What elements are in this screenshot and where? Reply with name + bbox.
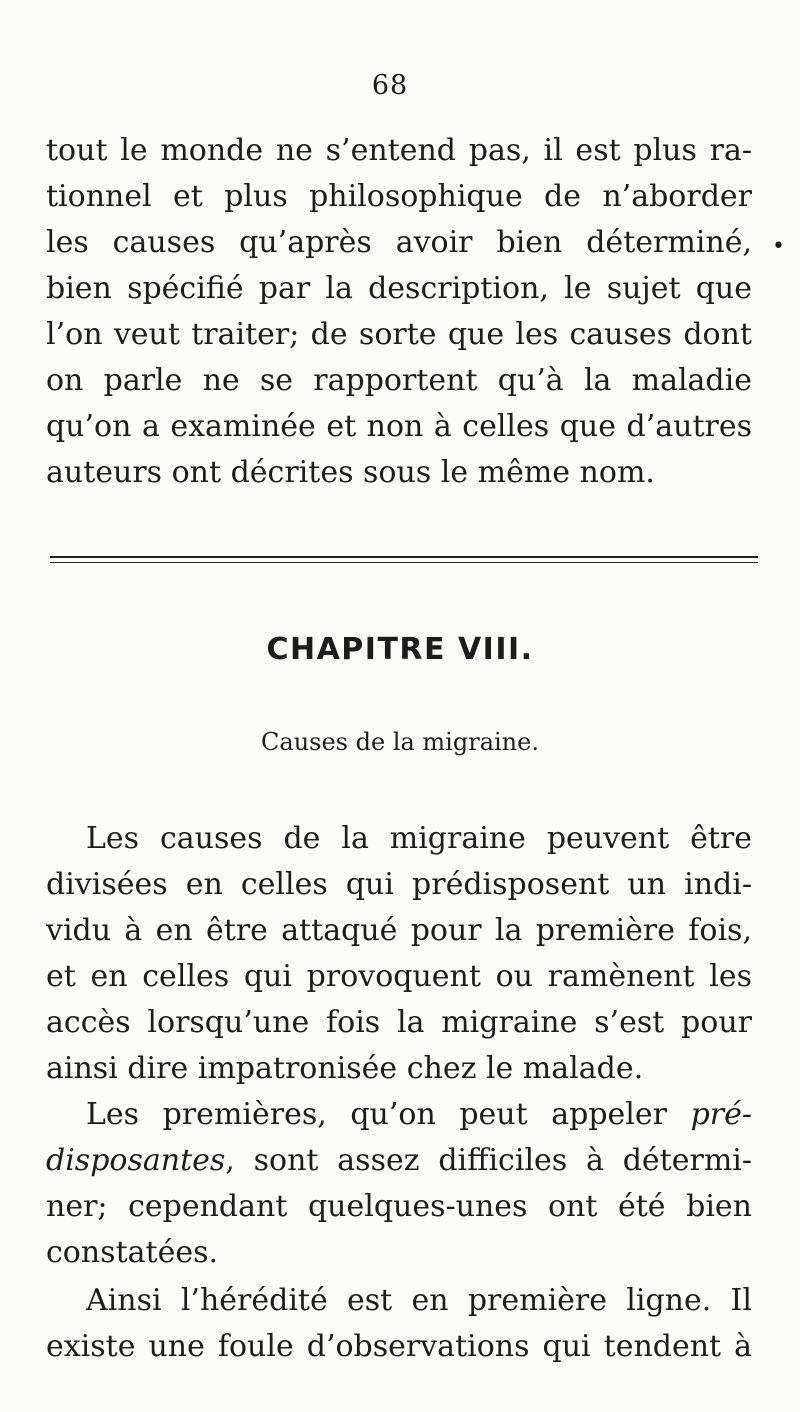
- text-line: ner; cependant quelques-unes ont été bien: [46, 1189, 752, 1224]
- text-line: les causes qu’après avoir bien déterminé,: [46, 225, 752, 260]
- text-line: bien spécifié par la description, le sujet que: [46, 271, 752, 306]
- italic-term: pré-: [690, 1097, 752, 1132]
- page-number: 68: [371, 70, 409, 101]
- chapter-divider-rule: [50, 556, 758, 558]
- text-line: divisées en celles qui prédisposent un indi-: [46, 867, 752, 902]
- text-line: Ainsi l’hérédité est en première ligne. Il: [86, 1283, 752, 1318]
- text-line: [86, 1092, 752, 1138]
- text-line: constatées.: [46, 1235, 219, 1270]
- text-segment: , sont assez difficiles à détermi-: [225, 1143, 752, 1178]
- text-segment: Les premières, qu’on peut appeler: [86, 1097, 667, 1132]
- chapter-title: CHAPITRE VIII.: [266, 632, 534, 667]
- italic-term: disposantes: [46, 1143, 226, 1178]
- text-line: auteurs ont décrites sous le même nom.: [46, 455, 655, 490]
- margin-dot: •: [772, 234, 785, 259]
- text-line: tout le monde ne s’entend pas, il est plus ra-: [46, 133, 752, 168]
- text-line: vidu à en être attaqué pour la première fois,: [46, 913, 752, 948]
- text-line: [46, 1138, 752, 1184]
- text-line: et en celles qui provoquent ou ramènent les: [46, 959, 752, 994]
- text-line: ainsi dire impatronisée chez le malade.: [46, 1051, 644, 1086]
- text-line: on parle ne se rapportent qu’à la maladie: [46, 363, 752, 398]
- text-line: qu’on a examinée et non à celles que d’autres: [46, 409, 752, 444]
- text-line: Les causes de la migraine peuvent être: [86, 821, 752, 856]
- text-line: existe une foule d’observations qui tendent à: [46, 1329, 752, 1364]
- text-line: tionnel et plus philosophique de n’aborder: [46, 179, 752, 214]
- chapter-subtitle: Causes de la migraine.: [261, 728, 539, 756]
- chapter-divider-rule-thin: [50, 562, 758, 563]
- text-line: accès lorsqu’une fois la migraine s’est pour: [46, 1005, 752, 1040]
- text-line: l’on veut traiter; de sorte que les causes dont: [46, 317, 752, 352]
